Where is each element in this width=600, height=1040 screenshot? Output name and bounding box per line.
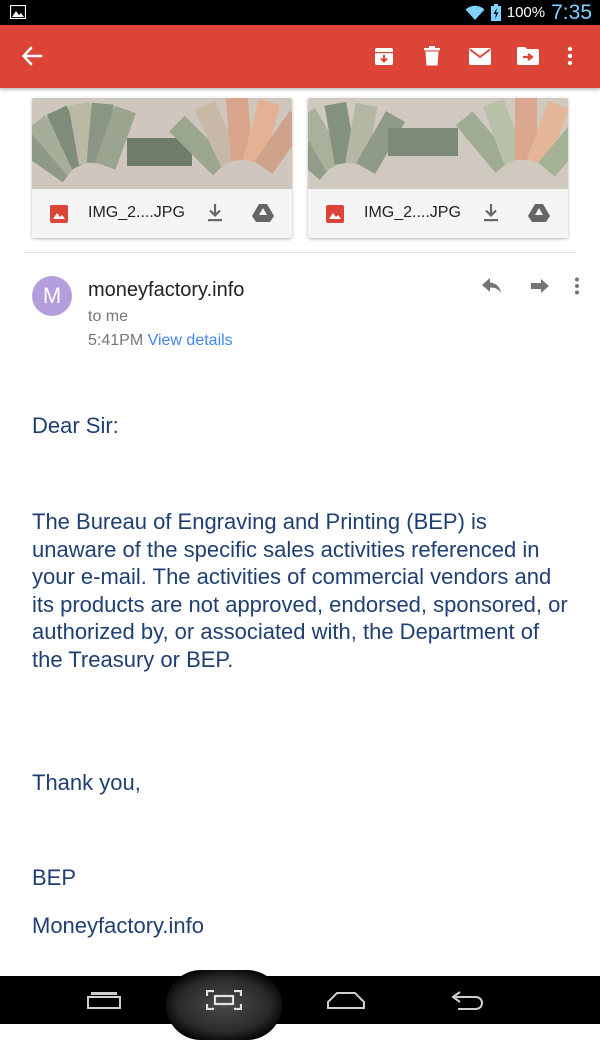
battery-icon [491, 4, 501, 21]
back-arrow-icon [21, 45, 43, 67]
more-vert-icon [574, 277, 580, 295]
delete-button[interactable] [417, 41, 447, 71]
avatar[interactable]: M [32, 276, 72, 316]
timestamp-line [88, 332, 233, 350]
screenshot-button[interactable] [204, 986, 244, 1014]
attachment-thumbnail [32, 98, 292, 189]
save-to-drive-icon[interactable] [252, 203, 274, 223]
image-file-icon [326, 205, 344, 223]
app-bar [0, 25, 600, 88]
reply-icon [482, 278, 502, 294]
mark-unread-button[interactable] [465, 41, 495, 71]
message-time: 5:41PM [88, 332, 144, 349]
attachment-bar [32, 189, 292, 238]
sender-name: moneyfactory.info [88, 279, 245, 301]
recents-button[interactable] [84, 986, 124, 1014]
greeting: Dear Sir: [32, 413, 119, 438]
download-icon[interactable] [207, 203, 223, 223]
move-to-button[interactable] [513, 41, 543, 71]
more-vert-icon [567, 46, 573, 66]
view-details-link[interactable]: View details [147, 332, 233, 349]
home-button[interactable] [326, 986, 366, 1014]
battery-percent: 100% [506, 4, 546, 21]
attachment-filename: IMG_2....JPG [88, 204, 185, 221]
attachment-thumbnail [308, 98, 568, 189]
wifi-icon [465, 5, 485, 21]
download-icon[interactable] [483, 203, 499, 223]
closing: Thank you, [32, 770, 141, 795]
attachment-card[interactable] [32, 98, 292, 238]
reply-button[interactable] [480, 274, 504, 298]
archive-icon [374, 46, 394, 66]
image-file-icon [50, 205, 68, 223]
message-more-button[interactable] [565, 274, 589, 298]
gallery-notification-icon [10, 5, 26, 19]
forward-button[interactable] [528, 274, 552, 298]
body-paragraph: The Bureau of Engraving and Printing (BEP) is unaware of the specific sales activities referenced in your e-mail. The activities of commercial vendors and its products are not approved, endorsed, sponsored, or authorized by, or associated with, the Department of the Treasury or BEP. [32, 509, 568, 672]
signature-site: Moneyfactory.info [32, 913, 205, 938]
attachment-filename: IMG_2....JPG [364, 204, 461, 221]
divider [24, 252, 576, 253]
mark-unread-icon [469, 48, 491, 65]
attachment-card[interactable] [308, 98, 568, 238]
clock: 7:35 [551, 0, 592, 24]
recipient-line: to me [88, 308, 129, 325]
home-icon [327, 991, 365, 1009]
status-bar [0, 0, 600, 25]
save-to-drive-icon[interactable] [528, 203, 550, 223]
navigation-bar [0, 976, 600, 1024]
back-nav-icon [450, 990, 486, 1010]
more-options-button[interactable] [555, 41, 585, 71]
signature-name: BEP [32, 865, 77, 890]
recent-apps-icon [87, 991, 121, 1009]
attachment-bar [308, 189, 568, 238]
forward-icon [531, 279, 549, 293]
move-to-icon [517, 47, 539, 65]
back-button[interactable] [17, 41, 47, 71]
back-nav-button[interactable] [448, 986, 488, 1014]
archive-button[interactable] [369, 41, 399, 71]
delete-icon [423, 46, 441, 66]
screenshot-icon [206, 990, 242, 1010]
